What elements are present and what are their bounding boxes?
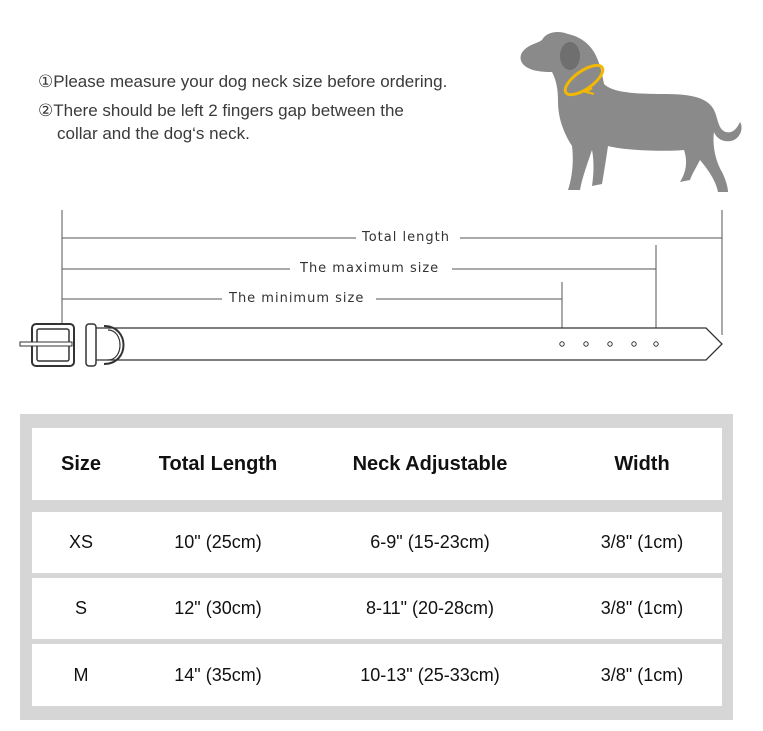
cell-neck-adjustable: 10-13" (25-33cm) bbox=[360, 664, 500, 685]
max-size-label: The maximum size bbox=[300, 261, 440, 276]
header-width: Width bbox=[614, 452, 670, 475]
min-size-label: The minimum size bbox=[229, 291, 365, 306]
hole-icon bbox=[560, 342, 564, 346]
cell-size: XS bbox=[68, 532, 93, 552]
header-neck-adjustable: Neck Adjustable bbox=[352, 452, 508, 475]
hole-icon bbox=[584, 342, 588, 346]
instruction-2: ②There should be left 2 fingers gap between the bbox=[38, 101, 404, 120]
cell-width: 3/8" (1cm) bbox=[600, 664, 684, 685]
cell-size: S bbox=[74, 598, 87, 618]
total-length-label: Total length bbox=[362, 230, 450, 245]
header-size: Size bbox=[60, 452, 102, 475]
keeper-loop-icon bbox=[86, 324, 96, 366]
cell-width: 3/8" (1cm) bbox=[600, 598, 684, 618]
table-row bbox=[32, 512, 722, 573]
cell-width: 3/8" (1cm) bbox=[600, 532, 684, 552]
table-header-row bbox=[32, 428, 722, 500]
collar-strap bbox=[92, 328, 722, 360]
table-row bbox=[32, 644, 722, 706]
cell-neck-adjustable: 8-11" (20-28cm) bbox=[365, 598, 495, 618]
size-chart-table bbox=[20, 414, 733, 720]
collar-measurement-diagram bbox=[0, 200, 763, 380]
dog-silhouette-icon bbox=[512, 22, 747, 197]
cell-total-length: 14" (35cm) bbox=[174, 664, 262, 685]
cell-size: M bbox=[73, 664, 89, 685]
hole-icon bbox=[654, 342, 658, 346]
cell-total-length: 10" (25cm) bbox=[174, 532, 262, 552]
table-row bbox=[32, 578, 722, 639]
measuring-instructions bbox=[38, 70, 518, 145]
cell-neck-adjustable: 6-9" (15-23cm) bbox=[370, 532, 490, 552]
hole-icon bbox=[632, 342, 636, 346]
header-total-length: Total Length bbox=[158, 452, 278, 475]
instruction-1: ①Please measure your dog neck size before ordering. bbox=[38, 72, 448, 91]
hole-icon bbox=[608, 342, 612, 346]
cell-total-length: 12" (30cm) bbox=[174, 598, 262, 618]
instruction-2-continued: collar and the dog‘s neck. bbox=[57, 124, 250, 143]
